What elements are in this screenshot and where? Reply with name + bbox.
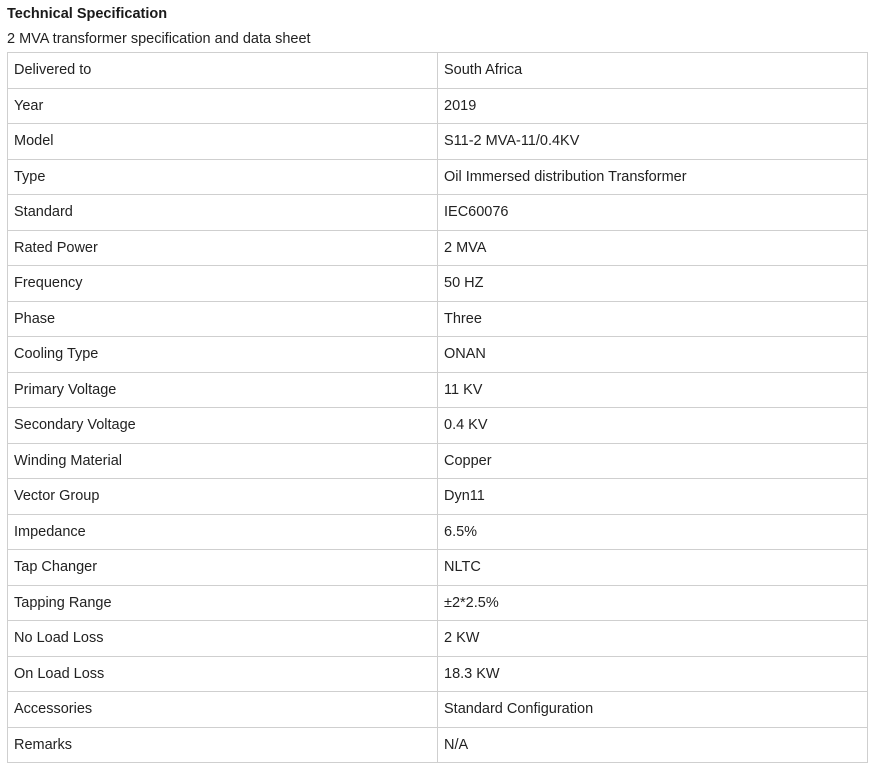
row-value: 0.4 KV xyxy=(438,408,868,444)
row-label: Vector Group xyxy=(8,479,438,515)
table-row xyxy=(8,159,868,195)
table-row xyxy=(8,124,868,160)
table-row xyxy=(8,408,868,444)
row-value: NLTC xyxy=(438,550,868,586)
row-label: Frequency xyxy=(8,266,438,302)
row-value: IEC60076 xyxy=(438,195,868,231)
row-label: Cooling Type xyxy=(8,337,438,373)
row-value: Standard Configuration xyxy=(438,692,868,728)
row-value: Dyn11 xyxy=(438,479,868,515)
table-row xyxy=(8,53,868,89)
row-label: On Load Loss xyxy=(8,656,438,692)
table-row xyxy=(8,443,868,479)
table-row xyxy=(8,266,868,302)
section-subtitle: 2 MVA transformer specification and data sheet xyxy=(7,31,311,47)
row-label: Impedance xyxy=(8,514,438,550)
table-row xyxy=(8,585,868,621)
row-value: ONAN xyxy=(438,337,868,373)
table-row xyxy=(8,372,868,408)
table-row xyxy=(8,692,868,728)
table-row xyxy=(8,550,868,586)
table-row xyxy=(8,514,868,550)
table-row xyxy=(8,88,868,124)
table-row xyxy=(8,656,868,692)
row-value: 18.3 KW xyxy=(438,656,868,692)
row-value: 6.5% xyxy=(438,514,868,550)
row-value: Oil Immersed distribution Transformer xyxy=(438,159,868,195)
row-value: South Africa xyxy=(438,53,868,89)
row-value: 50 HZ xyxy=(438,266,868,302)
table-row xyxy=(8,230,868,266)
row-label: No Load Loss xyxy=(8,621,438,657)
row-label: Accessories xyxy=(8,692,438,728)
table-row xyxy=(8,337,868,373)
row-label: Model xyxy=(8,124,438,160)
row-label: Standard xyxy=(8,195,438,231)
table-row xyxy=(8,479,868,515)
row-label: Type xyxy=(8,159,438,195)
row-value: 2 KW xyxy=(438,621,868,657)
row-value: N/A xyxy=(438,727,868,763)
row-label: Tap Changer xyxy=(8,550,438,586)
row-label: Rated Power xyxy=(8,230,438,266)
section-title: Technical Specification xyxy=(7,6,168,22)
table-row xyxy=(8,727,868,763)
table-row xyxy=(8,195,868,231)
table-row xyxy=(8,301,868,337)
table-row xyxy=(8,621,868,657)
row-label: Phase xyxy=(8,301,438,337)
row-label: Tapping Range xyxy=(8,585,438,621)
row-value: Three xyxy=(438,301,868,337)
spec-table-body xyxy=(8,53,868,763)
row-value: ±2*2.5% xyxy=(438,585,868,621)
row-label: Secondary Voltage xyxy=(8,408,438,444)
spec-table xyxy=(7,52,868,763)
row-label: Primary Voltage xyxy=(8,372,438,408)
row-value: 2 MVA xyxy=(438,230,868,266)
row-label: Remarks xyxy=(8,727,438,763)
row-value: S11-2 MVA-11/0.4KV xyxy=(438,124,868,160)
row-value: 11 KV xyxy=(438,372,868,408)
row-label: Year xyxy=(8,88,438,124)
row-value: Copper xyxy=(438,443,868,479)
row-value: 2019 xyxy=(438,88,868,124)
row-label: Delivered to xyxy=(8,53,438,89)
row-label: Winding Material xyxy=(8,443,438,479)
